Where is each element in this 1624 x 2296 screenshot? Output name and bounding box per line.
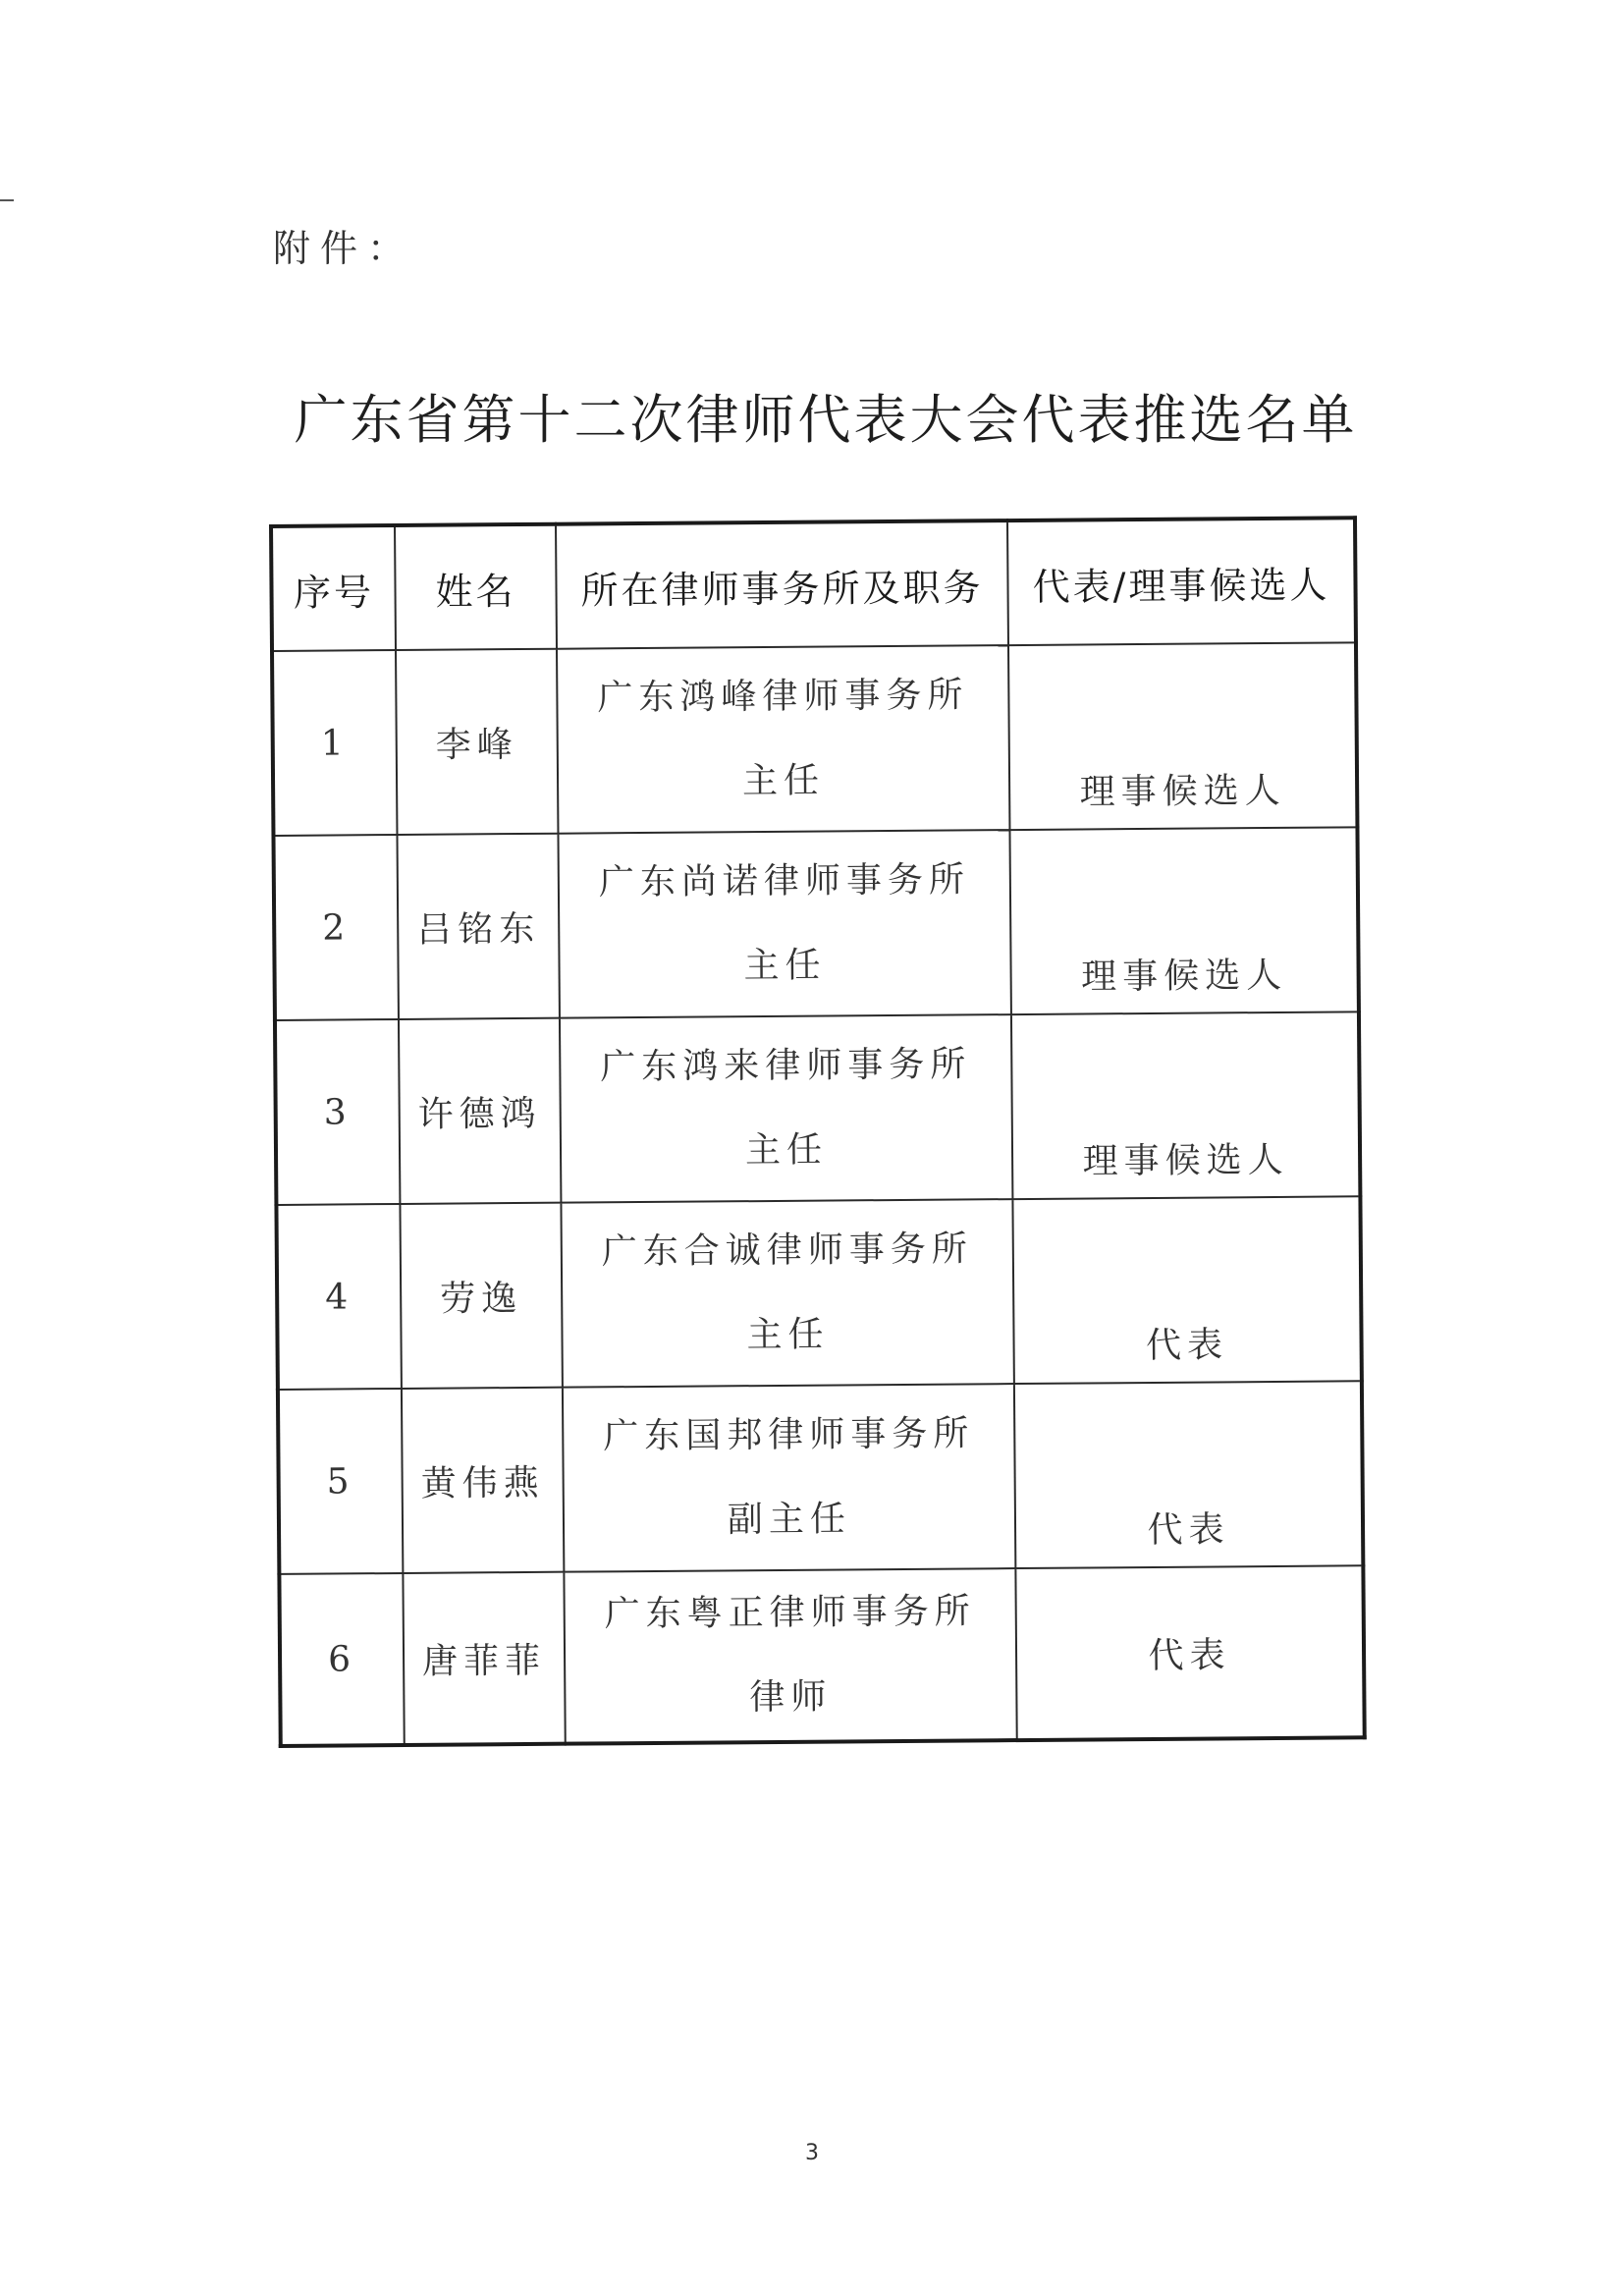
attachment-label: 附件：	[273, 227, 415, 270]
page-number: 3	[805, 2141, 819, 2165]
cell-role: 代表	[1014, 1381, 1363, 1568]
cell-firm-position	[557, 645, 1009, 834]
header-role: 代表/理事候选人	[1007, 518, 1356, 645]
scan-edge-mark	[0, 199, 14, 201]
cell-no: 2	[273, 835, 398, 1020]
cell-role: 代表	[1012, 1196, 1361, 1384]
position-title: 主任	[741, 760, 826, 802]
table-row	[279, 1565, 1364, 1746]
cell-no: 6	[279, 1573, 404, 1746]
cell-no: 3	[275, 1019, 400, 1205]
cell-role: 理事候选人	[1008, 642, 1357, 830]
page-title: 广东省第十二次律师代表大会代表推选名单	[294, 389, 1358, 451]
cell-firm-position	[561, 1199, 1013, 1388]
firm-name: 广东国邦律师事务所	[603, 1413, 975, 1457]
cell-no: 5	[278, 1389, 403, 1574]
position-title: 主任	[743, 945, 827, 987]
firm-name: 广东尚诺律师事务所	[598, 859, 971, 903]
firm-name: 广东鸿峰律师事务所	[597, 675, 969, 719]
table-row	[276, 1196, 1361, 1390]
cell-name: 吕铭东	[397, 834, 559, 1019]
cell-name: 劳逸	[400, 1203, 562, 1389]
position-title: 律师	[749, 1676, 833, 1719]
cell-name: 唐菲菲	[403, 1572, 565, 1745]
cell-firm-position	[563, 1384, 1015, 1572]
firm-name: 广东合诚律师事务所	[601, 1229, 973, 1273]
nominee-table	[269, 516, 1367, 1748]
cell-role: 代表	[1015, 1565, 1364, 1740]
position-title: 主任	[744, 1129, 829, 1172]
position-title: 副主任	[727, 1499, 852, 1541]
header-no: 序号	[271, 525, 396, 651]
nominee-table-wrapper	[269, 516, 1363, 1748]
cell-role: 理事候选人	[1009, 827, 1358, 1014]
firm-name: 广东鸿来律师事务所	[600, 1044, 972, 1088]
firm-name: 广东粤正律师事务所	[604, 1591, 976, 1635]
position-title: 主任	[746, 1314, 830, 1356]
table-row	[278, 1381, 1363, 1574]
cell-no: 1	[272, 650, 397, 836]
header-firm-position: 所在律师事务所及职务	[556, 520, 1008, 649]
table-row	[275, 1011, 1360, 1205]
header-name: 姓名	[395, 524, 557, 650]
cell-name: 李峰	[396, 649, 558, 835]
cell-name: 许德鸿	[399, 1018, 561, 1204]
cell-firm-position	[558, 830, 1010, 1018]
cell-role: 理事候选人	[1011, 1011, 1360, 1199]
cell-name: 黄伟燕	[402, 1388, 564, 1573]
cell-firm-position	[564, 1568, 1016, 1744]
table-row	[273, 827, 1358, 1020]
table-header-row	[271, 518, 1356, 651]
cell-no: 4	[276, 1204, 401, 1390]
cell-firm-position	[560, 1014, 1012, 1203]
table-row	[272, 642, 1357, 836]
